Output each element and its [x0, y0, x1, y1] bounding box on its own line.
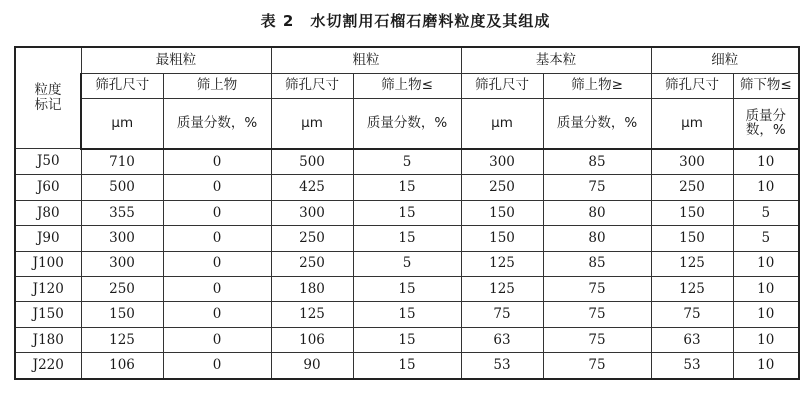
subheader-cell: 筛孔尺寸 [81, 73, 163, 98]
unit-cell: μm [271, 99, 353, 149]
value-cell: 125 [461, 251, 543, 276]
value-cell: 90 [271, 353, 353, 379]
value-cell: 10 [733, 302, 799, 327]
value-cell: 300 [461, 149, 543, 175]
value-cell: 75 [543, 175, 651, 200]
grade-cell: J180 [15, 327, 81, 352]
value-cell: 125 [651, 251, 733, 276]
value-cell: 75 [543, 353, 651, 379]
unit-cell: 质量分数，% [543, 99, 651, 149]
value-cell: 250 [651, 175, 733, 200]
group-header-row [15, 47, 799, 73]
group-header-basic: 基本粒 [461, 47, 651, 73]
grade-cell: J100 [15, 251, 81, 276]
value-cell: 75 [461, 302, 543, 327]
group-header-fine: 细粒 [651, 47, 799, 73]
value-cell: 425 [271, 175, 353, 200]
value-cell: 250 [271, 251, 353, 276]
value-cell: 500 [271, 149, 353, 175]
value-cell: 300 [651, 149, 733, 175]
subheader-cell: 筛下物≤ [733, 73, 799, 98]
value-cell: 10 [733, 353, 799, 379]
value-cell: 85 [543, 149, 651, 175]
value-cell: 150 [461, 226, 543, 251]
value-cell: 355 [81, 200, 163, 225]
value-cell: 150 [651, 226, 733, 251]
value-cell: 80 [543, 226, 651, 251]
value-cell: 63 [461, 327, 543, 352]
table-row [15, 251, 799, 276]
grade-label-line1: 粒度 [34, 82, 62, 99]
subheader-cell: 筛上物≤ [353, 73, 461, 98]
subheader-cell: 筛孔尺寸 [461, 73, 543, 98]
value-cell: 300 [81, 251, 163, 276]
value-cell: 0 [163, 327, 271, 352]
value-cell: 0 [163, 251, 271, 276]
value-cell: 15 [353, 175, 461, 200]
value-cell: 106 [81, 353, 163, 379]
unit-cell: μm [461, 99, 543, 149]
table-body [15, 149, 799, 379]
value-cell: 125 [651, 276, 733, 301]
table-row [15, 200, 799, 225]
subheader-cell: 筛孔尺寸 [271, 73, 353, 98]
value-cell: 5 [353, 149, 461, 175]
value-cell: 150 [461, 200, 543, 225]
value-cell: 75 [651, 302, 733, 327]
grade-cell: J60 [15, 175, 81, 200]
value-cell: 15 [353, 353, 461, 379]
value-cell: 250 [461, 175, 543, 200]
value-cell: 0 [163, 200, 271, 225]
value-cell: 15 [353, 200, 461, 225]
grade-cell: J80 [15, 200, 81, 225]
value-cell: 125 [81, 327, 163, 352]
grade-cell: J90 [15, 226, 81, 251]
subheader-row [15, 73, 799, 98]
table-row [15, 276, 799, 301]
unit-cell: μm [651, 99, 733, 149]
value-cell: 710 [81, 149, 163, 175]
value-cell: 63 [651, 327, 733, 352]
value-cell: 80 [543, 200, 651, 225]
value-cell: 85 [543, 251, 651, 276]
value-cell: 15 [353, 226, 461, 251]
value-cell: 300 [81, 226, 163, 251]
unit-cell: 质量分数，% [733, 99, 799, 149]
grade-cell: J50 [15, 149, 81, 175]
table-title: 表 2 水切割用石榴石磨料粒度及其组成 [260, 12, 551, 30]
table-row [15, 149, 799, 175]
value-cell: 0 [163, 226, 271, 251]
value-cell: 0 [163, 276, 271, 301]
value-cell: 0 [163, 353, 271, 379]
value-cell: 75 [543, 327, 651, 352]
value-cell: 0 [163, 175, 271, 200]
unit-cell: 质量分数，% [353, 99, 461, 149]
grade-cell: J220 [15, 353, 81, 379]
subheader-cell: 筛孔尺寸 [651, 73, 733, 98]
value-cell: 106 [271, 327, 353, 352]
value-cell: 75 [543, 302, 651, 327]
value-cell: 53 [461, 353, 543, 379]
subheader-cell: 筛上物≥ [543, 73, 651, 98]
value-cell: 10 [733, 175, 799, 200]
value-cell: 53 [651, 353, 733, 379]
value-cell: 5 [353, 251, 461, 276]
table-row [15, 327, 799, 352]
group-header-coarsest: 最粗粒 [81, 47, 271, 73]
value-cell: 500 [81, 175, 163, 200]
value-cell: 5 [733, 200, 799, 225]
value-cell: 10 [733, 149, 799, 175]
value-cell: 5 [733, 226, 799, 251]
subheader-cell: 筛上物 [163, 73, 271, 98]
value-cell: 300 [271, 200, 353, 225]
value-cell: 250 [81, 276, 163, 301]
grade-cell: J150 [15, 302, 81, 327]
value-cell: 180 [271, 276, 353, 301]
table-row [15, 175, 799, 200]
group-header-coarse: 粗粒 [271, 47, 461, 73]
grade-label-line2: 标记 [34, 97, 62, 114]
table-row [15, 353, 799, 379]
value-cell: 10 [733, 276, 799, 301]
value-cell: 250 [271, 226, 353, 251]
grade-cell: J120 [15, 276, 81, 301]
value-cell: 125 [271, 302, 353, 327]
table-row [15, 302, 799, 327]
value-cell: 150 [81, 302, 163, 327]
value-cell: 125 [461, 276, 543, 301]
unit-cell: μm [81, 99, 163, 149]
value-cell: 75 [543, 276, 651, 301]
value-cell: 15 [353, 302, 461, 327]
value-cell: 150 [651, 200, 733, 225]
grit-size-table [14, 46, 800, 380]
grade-label-header [15, 47, 81, 149]
value-cell: 0 [163, 302, 271, 327]
table-row [15, 226, 799, 251]
value-cell: 0 [163, 149, 271, 175]
value-cell: 10 [733, 327, 799, 352]
value-cell: 15 [353, 327, 461, 352]
value-cell: 10 [733, 251, 799, 276]
value-cell: 15 [353, 276, 461, 301]
unit-row [15, 99, 799, 149]
unit-cell: 质量分数，% [163, 99, 271, 149]
